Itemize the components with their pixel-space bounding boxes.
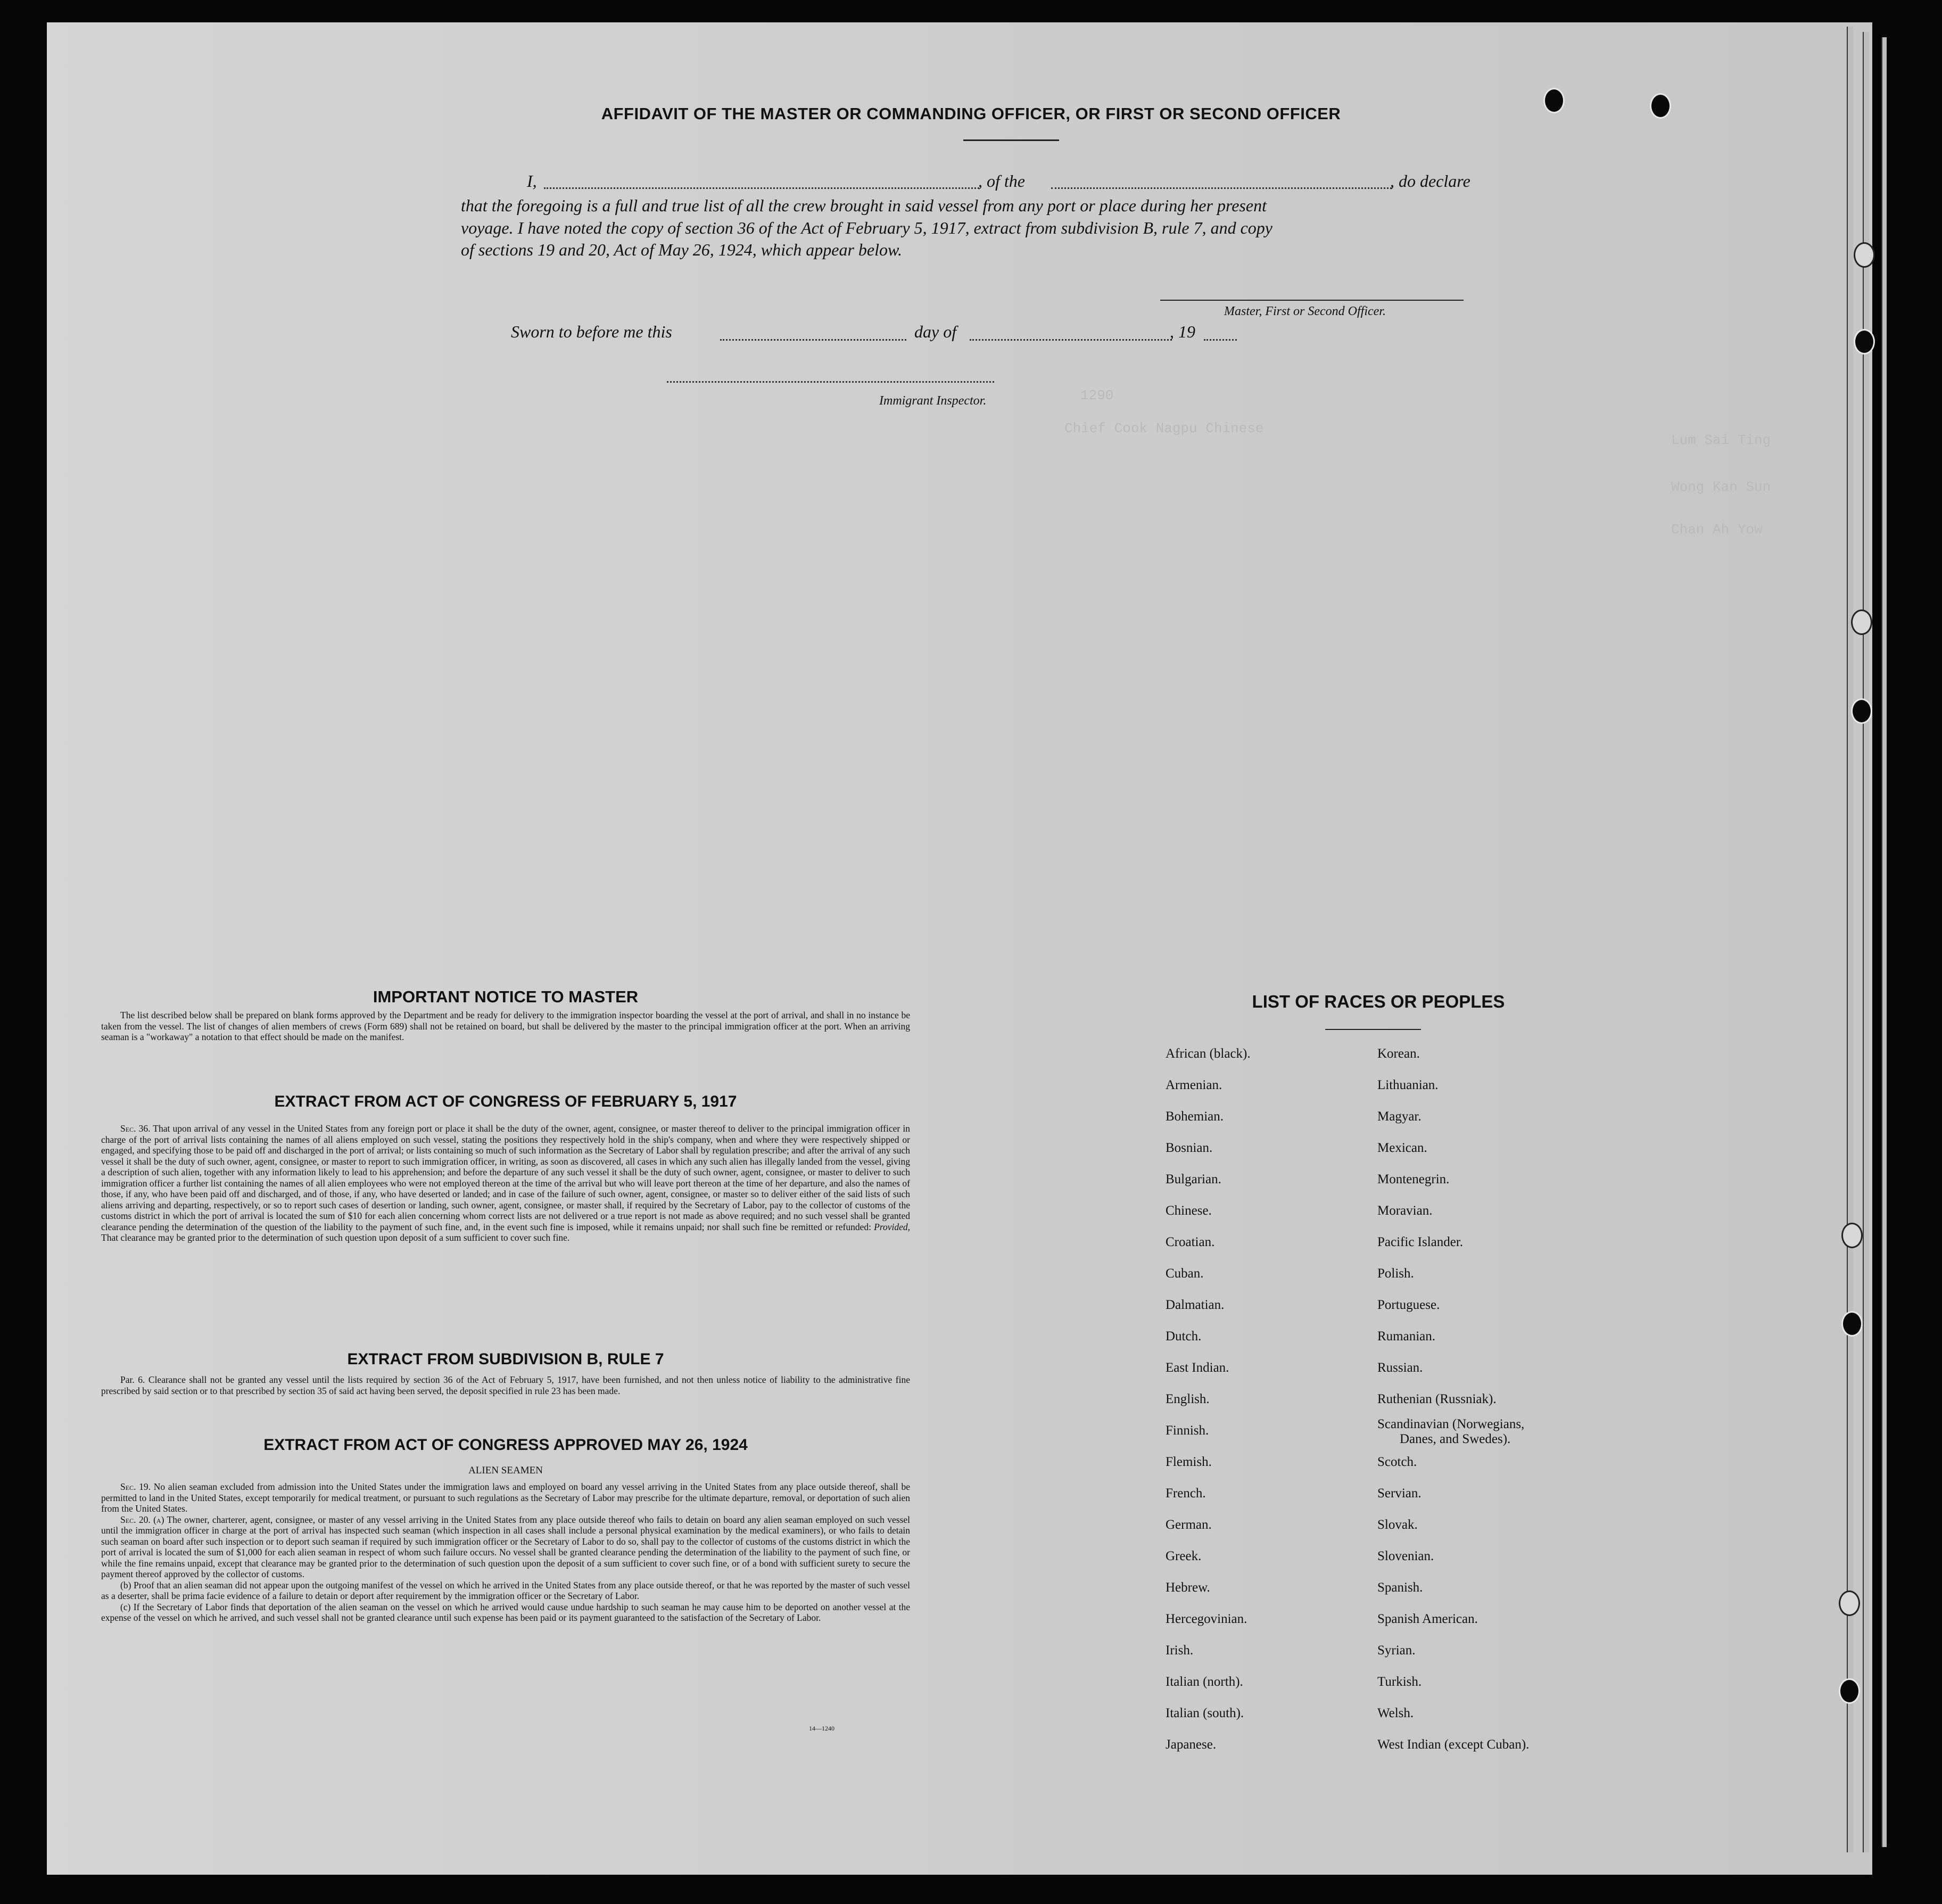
race-item: Dalmatian. bbox=[1166, 1298, 1225, 1312]
sec36-text: That upon arrival of any vessel in the United States from any foreign port or place it shall be the duty of the owner, agent, consignee, or master thereof to deliver to the principal immigration officer in charge of the port of arrival lists containing the names of all aliens employed on such vessel, stating the positions they respectively hold in the ship's company, when and where they were respectively shipped or engaged, and specifying those to be paid off and discharged in the port of arrival; or lists containing so much of such information as the Secretary of Labor shall by regulation prescribe; and after the arrival of any such vessel it shall be the duty of such owner, agent, consignee, or master to report to such immigration officer, in writing, as soon as discovered, all cases in which any such alien has illegally landed from the vessel, giving a description of such alien, together with any information likely to lead to his apprehension; and before the departure of any such vessel it shall be the duty of such owner, agent, consignee, or master to deliver to such immigration officer a further list containing the names of all alien employees who were not employed thereon at the time of the arrival but who will leave port thereon at the time of her departure, and also the names of those, if any, who have been paid off and discharged, and of those, if any, who have deserted or landed; and in case of the failure of such owner, agent, consignee, or master so to deliver either of the said lists of such aliens arriving and departing, respectively, or so to report such cases of desertion or landing, such owner, agent, consignee, or master shall, if required by the Secretary of Labor, pay to the collector of customs of the customs district in which the port of arrival is located the sum of $10 for each alien concerning whom correct lists are not delivered or a true report is not made as above required; and no such vessel shall be granted clearance pending the determination of the question of the liability to the payment of such fine, and, in the event such fine is imposed, while it remains unpaid; nor shall such fine be remitted or refunded: bbox=[101, 1123, 910, 1232]
race-item: Welsh. bbox=[1377, 1706, 1414, 1720]
vessel-field-line bbox=[1051, 187, 1392, 189]
race-item: Korean. bbox=[1377, 1046, 1420, 1061]
race-item-continuation: Danes, and Swedes). bbox=[1400, 1432, 1511, 1446]
sec19-label: Sec. 19. bbox=[120, 1481, 151, 1492]
binder-hole bbox=[1851, 698, 1872, 724]
bleed-through: Chief Cook Nagpu Chinese bbox=[1064, 421, 1264, 436]
races-title-rule bbox=[1325, 1029, 1421, 1030]
page-edge bbox=[1863, 32, 1869, 1852]
page-edge bbox=[1847, 27, 1853, 1852]
affidavit-line-3: voyage. I have noted the copy of section 36 of the Act of February 5, 1917, extract from subdivision B, rule 7, and copy bbox=[461, 218, 1272, 237]
binder-hole bbox=[1854, 242, 1875, 268]
sec20c-text: (c) If the Secretary of Labor finds that deportation of the alien seaman on the vessel on which he arrived would cause undue hardship to such seaman he may cause him to be deported on another vessel at the expense of the vessel on which he arrived, and such vessel shall not be granted clearance until such expense has been paid or its payment guaranteed to the satisfaction of the Secretary of Labor. bbox=[101, 1601, 910, 1623]
race-item: Servian. bbox=[1377, 1486, 1422, 1501]
sec20a-text: The owner, charterer, agent, consignee, or master of any vessel arriving in the United States from any place outside thereof who fails to detain on board any alien seaman employed on such vessel until the immigration officer in charge at the port of arrival has inspected such seaman (which inspection in all cases shall include a personal physical examination by the medical examiners), or who fails to detain such seaman on board after such inspection or to deport such seaman if required by such immigration officer or the Secretary of Labor to do so, shall pay to the collector of customs of the customs district in which the port of arrival is located the sum of $1,000 for each alien seaman in respect of whom such failure occurs. No vessel shall be granted clearance pending the determination of the liability to the payment of such fine, or while the fine remains unpaid, except that clearance may be granted prior to the determination of such question upon the deposit of a sum sufficient to cover such fine, or of a bond with sufficient surety to secure the payment thereof approved by the collector of customs. bbox=[101, 1514, 911, 1579]
affidavit-of-the: , of the bbox=[978, 171, 1025, 191]
bleed-through: Chan Ah Yow bbox=[1671, 522, 1763, 538]
binder-hole bbox=[1839, 1590, 1860, 1616]
race-item: Bosnian. bbox=[1166, 1141, 1213, 1155]
sec36-label: Sec. 36. bbox=[120, 1123, 151, 1134]
inspector-label: Immigrant Inspector. bbox=[879, 394, 987, 408]
extract3-title: EXTRACT FROM ACT OF CONGRESS APPROVED MAY 26, 1924 bbox=[263, 1436, 748, 1454]
race-item: Mexican. bbox=[1377, 1141, 1427, 1155]
name-field-line bbox=[544, 187, 979, 189]
race-item: Irish. bbox=[1166, 1643, 1194, 1658]
sec19-text: No alien seaman excluded from admission into the United States under the immigration laws and employed on board any vessel arriving in the United States from any place outside thereof, shall be permitted to land in the United States, except temporarily for medical treatment, or pursuant to such regulations as the Secretary of Labor may prescribe for the ultimate departure, removal, or deportation of such alien from the United States. bbox=[101, 1481, 910, 1514]
sec20-label: Sec. 20. (a) bbox=[120, 1514, 164, 1525]
binder-hole bbox=[1851, 609, 1872, 635]
provided-word: Provided, bbox=[874, 1221, 911, 1232]
race-item: Japanese. bbox=[1166, 1737, 1217, 1752]
race-item: Turkish. bbox=[1377, 1675, 1422, 1689]
extract2-body bbox=[101, 1374, 910, 1396]
race-item: Lithuanian. bbox=[1377, 1078, 1439, 1092]
race-item: Slovak. bbox=[1377, 1518, 1418, 1532]
race-item: English. bbox=[1166, 1392, 1210, 1406]
race-item: Pacific Islander. bbox=[1377, 1235, 1464, 1249]
race-item: Montenegrin. bbox=[1377, 1172, 1450, 1186]
race-item: East Indian. bbox=[1166, 1361, 1229, 1375]
affidavit-declare: , do declare bbox=[1390, 171, 1470, 191]
race-item: Portuguese. bbox=[1377, 1298, 1440, 1312]
race-item: Croatian. bbox=[1166, 1235, 1215, 1249]
race-item: Scotch. bbox=[1377, 1455, 1417, 1469]
extract2-title: EXTRACT FROM SUBDIVISION B, RULE 7 bbox=[347, 1350, 664, 1368]
race-item: Russian. bbox=[1377, 1361, 1423, 1375]
month-line[interactable] bbox=[970, 339, 1172, 341]
inspector-signature-line[interactable] bbox=[667, 381, 994, 383]
race-item: Italian (south). bbox=[1166, 1706, 1244, 1720]
affidavit-line-4: of sections 19 and 20, Act of May 26, 1924, which appear below. bbox=[461, 240, 902, 259]
par6-text: Par. 6. Clearance shall not be granted any vessel until the lists required by section 36 of the Act of February 5, 1917, have been furnished, and not then unless notice of liability to the administrative fine prescribed by said section or to that prescribed by section 35 of said act having been served, the deposit specified in rule 23 has been made. bbox=[101, 1374, 910, 1396]
sworn-day-line[interactable] bbox=[720, 339, 906, 341]
binder-hole bbox=[1543, 88, 1565, 113]
master-label: Master, First or Second Officer. bbox=[1224, 304, 1386, 318]
races-title: LIST OF RACES OR PEOPLES bbox=[1252, 992, 1505, 1011]
form-number: 14—1240 bbox=[809, 1725, 834, 1732]
race-item: Bulgarian. bbox=[1166, 1172, 1221, 1186]
title-rule bbox=[963, 139, 1059, 141]
race-item: Magyar. bbox=[1377, 1109, 1422, 1124]
day-of-text: day of bbox=[914, 322, 957, 341]
page-edge bbox=[1881, 37, 1887, 1847]
binder-hole bbox=[1839, 1678, 1860, 1704]
race-item: Italian (north). bbox=[1166, 1675, 1243, 1689]
race-item: Dutch. bbox=[1166, 1329, 1202, 1343]
extract3-body bbox=[101, 1481, 910, 1623]
sec20b-text: (b) Proof that an alien seaman did not appear upon the outgoing manifest of the vessel on which he arrived in the United States from any place outside thereof, or that he was reported by the master of such vessel as a deserter, shall be prima facie evidence of a failure to detain or deport after requirement by the immigration officer or the Secretary of Labor. bbox=[101, 1579, 910, 1601]
race-item: Moravian. bbox=[1377, 1204, 1433, 1218]
race-item: Slovenian. bbox=[1377, 1549, 1434, 1563]
year-text: , 19 bbox=[1170, 322, 1195, 341]
race-item: Spanish. bbox=[1377, 1580, 1423, 1595]
alien-seamen-subtitle: ALIEN SEAMEN bbox=[468, 1465, 543, 1476]
binder-hole bbox=[1841, 1311, 1863, 1337]
race-item: Chinese. bbox=[1166, 1204, 1212, 1218]
year-line[interactable] bbox=[1204, 339, 1237, 341]
binder-hole bbox=[1854, 329, 1875, 355]
bleed-through: Lum Sai Ting bbox=[1671, 432, 1771, 448]
bleed-through: 1290 bbox=[1080, 388, 1114, 403]
extract1-body bbox=[101, 1123, 910, 1243]
notice-text: The list described below shall be prepared on blank forms approved by the Department and be ready for delivery to the immigration inspector boarding the vessel at the port of arrival, and shall in no instance be taken from the vessel. The list of changes of alien members of crews (Form 689) shall not be retained on board, but shall be delivered by the master to the principal immigration officer at the port. When an arriving seaman is a "workaway" a notation to that effect should be made on the manifest. bbox=[101, 1010, 910, 1042]
sec36-tail: That clearance may be granted prior to the determination of such question upon deposit of a sum sufficient to cover such fine. bbox=[101, 1232, 570, 1243]
bleed-through: Wong Kan Sun bbox=[1671, 479, 1771, 495]
race-item: Greek. bbox=[1166, 1549, 1202, 1563]
race-item: Armenian. bbox=[1166, 1078, 1222, 1092]
race-item: Bohemian. bbox=[1166, 1109, 1224, 1124]
race-item: Polish. bbox=[1377, 1266, 1414, 1281]
race-item: Spanish American. bbox=[1377, 1612, 1478, 1626]
race-item: Hercegovinian. bbox=[1166, 1612, 1247, 1626]
race-item: Hebrew. bbox=[1166, 1580, 1210, 1595]
race-item: Flemish. bbox=[1166, 1455, 1212, 1469]
master-signature-line[interactable] bbox=[1160, 300, 1464, 301]
race-item: Cuban. bbox=[1166, 1266, 1204, 1281]
affidavit-title: AFFIDAVIT OF THE MASTER OR COMMANDING OFFICER, OR FIRST OR SECOND OFFICER bbox=[601, 104, 1341, 123]
binder-hole bbox=[1650, 93, 1671, 119]
notice-title: IMPORTANT NOTICE TO MASTER bbox=[373, 987, 639, 1006]
notice-body bbox=[101, 1010, 910, 1043]
race-item: West Indian (except Cuban). bbox=[1377, 1737, 1530, 1752]
race-item: German. bbox=[1166, 1518, 1212, 1532]
race-item: French. bbox=[1166, 1486, 1206, 1501]
race-item: Rumanian. bbox=[1377, 1329, 1436, 1343]
affidavit-i: I, bbox=[527, 171, 537, 191]
race-item: Syrian. bbox=[1377, 1643, 1416, 1658]
race-item: Ruthenian (Russniak). bbox=[1377, 1392, 1497, 1406]
race-item: Scandinavian (Norwegians, bbox=[1377, 1417, 1525, 1431]
binder-hole bbox=[1841, 1223, 1863, 1248]
race-item: African (black). bbox=[1166, 1046, 1251, 1061]
sworn-text: Sworn to before me this bbox=[511, 322, 672, 341]
extract1-title: EXTRACT FROM ACT OF CONGRESS OF FEBRUARY 5, 1917 bbox=[274, 1093, 737, 1110]
affidavit-line-2: that the foregoing is a full and true list of all the crew brought in said vessel from any port or place during her present bbox=[461, 196, 1267, 215]
race-item: Finnish. bbox=[1166, 1423, 1209, 1438]
